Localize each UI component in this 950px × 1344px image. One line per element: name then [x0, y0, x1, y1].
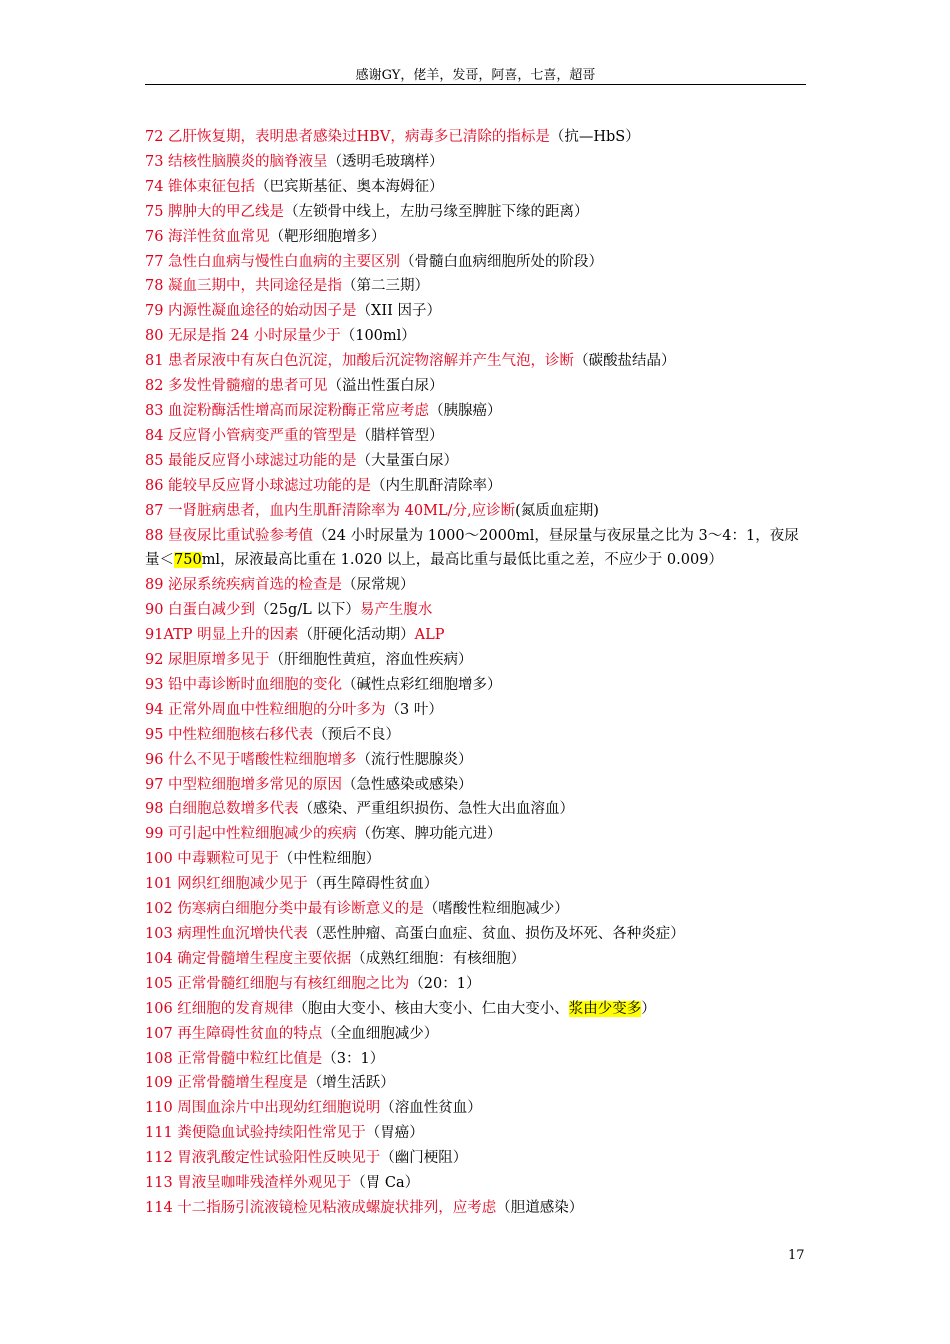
question-text: 86 能较早反应肾小球滤过功能的是: [145, 477, 372, 494]
header-rule: [145, 84, 806, 85]
question-text: 95 中性粒细胞核右移代表: [145, 726, 314, 743]
question-text: 108 正常骨髓中粒红比值是: [145, 1050, 323, 1067]
question-text: 99 可引起中性粒细胞减少的疾病: [145, 826, 357, 843]
question-text: 77 急性白血病与慢性白血病的主要区别: [145, 253, 401, 270]
list-item: [145, 399, 810, 424]
list-item: [145, 474, 810, 499]
question-text: 82 多发性骨髓瘤的患者可见: [145, 378, 328, 395]
list-item: [145, 748, 810, 773]
list-item: [145, 1121, 810, 1146]
list-item: [145, 150, 810, 175]
question-text: 83 血淀粉酶活性增高而尿淀粉酶正常应考虑: [145, 402, 430, 419]
list-item: [145, 499, 810, 524]
question-text: 97 中型粒细胞增多常见的原因: [145, 776, 343, 793]
question-text: 98 白细胞总数增多代表: [145, 801, 299, 818]
list-item: [145, 250, 810, 275]
list-item: [145, 324, 810, 349]
list-item-106: [145, 997, 810, 1022]
list-item: [145, 200, 810, 225]
list-item: [145, 349, 810, 374]
list-item: [145, 723, 810, 748]
answer-text: （24 小时尿量为 1000～2000ml，昼尿量与夜尿量之比为 3～4：1，夜尿量＜: [145, 527, 799, 569]
question-text: 72 乙肝恢复期，表明患者感染过HBV，病毒多已清除的指标是: [145, 129, 550, 145]
answer-text: （恶性肿瘤、高蛋白血症、贫血、损伤及坏死、各种炎症）: [307, 926, 685, 942]
list-item: [145, 972, 810, 997]
answer-text: （肝硬化活动期）: [298, 627, 415, 644]
answer-text: （100ml）: [340, 328, 416, 345]
answer-text: （3 叶）: [385, 701, 443, 718]
answer-text: （胆道感染）: [496, 1199, 584, 1216]
list-item: [145, 797, 810, 822]
answer-text: （尿常规）: [342, 577, 415, 594]
list-item: [145, 847, 810, 872]
question-text: 105 正常骨髓红细胞与有核红细胞之比为: [145, 975, 410, 992]
answer-text: （再生障碍性贫血）: [307, 876, 439, 893]
question-text: 103 病理性血沉增快代表: [145, 926, 308, 942]
list-item: [145, 1196, 810, 1221]
question-text: 91ATP 明显上升的因素: [145, 627, 299, 644]
question-text: 111 粪便隐血试验持续阳性常见于: [145, 1125, 366, 1142]
list-item: [145, 1047, 810, 1072]
answer-text: （流行性腮腺炎）: [356, 751, 473, 768]
answer-text: （伤寒、脾功能亢进）: [356, 826, 502, 843]
question-text: ALP: [414, 627, 445, 644]
question-text: 88 昼夜尿比重试验参考值: [145, 527, 314, 544]
list-item: [145, 922, 810, 947]
list-item: [145, 299, 810, 324]
answer-text: （溶血性贫血）: [380, 1100, 482, 1117]
answer-text: （3：1）: [322, 1050, 385, 1067]
list-item: [145, 1022, 810, 1047]
question-text: 102 伤寒病白细胞分类中最有诊断意义的是: [145, 901, 424, 918]
list-item: [145, 1171, 810, 1196]
list-item: [145, 598, 810, 623]
answer-text: （碳酸盐结晶）: [574, 353, 676, 370]
list-item: [145, 573, 810, 598]
question-text: 74 锥体束征包括: [145, 178, 256, 195]
question-text: 73 结核性脑膜炎的脑脊液呈: [145, 153, 328, 170]
answer-text: （巴宾斯基征、奥本海姆征）: [255, 178, 444, 195]
answer-text: （幽门梗阻）: [380, 1150, 468, 1167]
list-item: [145, 225, 810, 250]
answer-text: （左锁骨中线上，左肋弓缘至脾脏下缘的距离）: [284, 203, 589, 220]
question-text: 75 脾肿大的甲乙线是: [145, 203, 285, 220]
list-item: [145, 947, 810, 972]
answer-text: （预后不良）: [313, 726, 401, 743]
answer-text: （抗—HbS）: [549, 129, 640, 145]
question-text: 109 正常骨髓增生程度是: [145, 1075, 308, 1092]
answer-text: （急性感染或感染）: [342, 776, 473, 793]
list-item: [145, 673, 810, 698]
answer-text: （透明毛玻璃样）: [327, 153, 444, 170]
question-text: 113 胃液呈咖啡残渣样外观见于: [145, 1175, 352, 1192]
answer-text: （增生活跃）: [307, 1075, 395, 1092]
answer-text: （20：1）: [409, 975, 481, 992]
question-text: 101 网织红细胞减少见于: [145, 876, 308, 893]
question-text: 100 中毒颗粒可见于: [145, 851, 279, 868]
answer-text: （25g/L 以下）: [255, 602, 360, 619]
answer-text: （溢出性蛋白尿）: [327, 378, 444, 395]
answer-text: （感染、严重组织损伤、急性大出血溶血）: [298, 801, 575, 818]
list-item: [145, 1071, 810, 1096]
qa-list: [145, 125, 810, 1221]
list-item: [145, 374, 810, 399]
question-text: 112 胃液乳酸定性试验阳性反映见于: [145, 1150, 381, 1167]
question-text: 90 白蛋白减少到: [145, 602, 256, 619]
page-number: 17: [788, 1248, 805, 1263]
answer-text: （胞由大变小、核由大变小、仁由大变小、: [293, 1000, 569, 1017]
list-item: [145, 424, 810, 449]
question-text: 85 最能反应肾小球滤过功能的是: [145, 452, 357, 469]
list-item: [145, 897, 810, 922]
question-text: 110 周围血涂片中出现幼红细胞说明: [145, 1100, 381, 1117]
list-item: [145, 648, 810, 673]
answer-text: （XII 因子）: [356, 303, 441, 320]
question-text: 76 海洋性贫血常见: [145, 228, 270, 245]
answer-text: （碱性点彩红细胞增多）: [342, 676, 502, 693]
list-item: [145, 623, 810, 648]
question-text: 89 泌尿系统疾病首选的检查是: [145, 577, 343, 594]
question-text: 易产生腹水: [359, 602, 433, 619]
list-item: [145, 773, 810, 798]
answer-text: （腊样管型）: [356, 427, 444, 444]
answer-text: （胃 Ca）: [351, 1175, 420, 1192]
list-item: [145, 822, 810, 847]
list-item: [145, 274, 810, 299]
answer-text: (氮质血症期): [515, 502, 599, 519]
question-text: 79 内源性凝血途径的始动因子是: [145, 303, 357, 320]
answer-text: （全血细胞减少）: [322, 1025, 439, 1042]
question-text: 84 反应肾小管病变严重的管型是: [145, 427, 357, 444]
question-text: 107 再生障碍性贫血的特点: [145, 1025, 323, 1042]
question-text: 104 确定骨髓增生程度主要依据: [145, 950, 352, 967]
list-item: [145, 1146, 810, 1171]
question-text: 81 患者尿液中有灰白色沉淀，加酸后沉淀物溶解并产生气泡，诊断: [145, 353, 575, 370]
list-item: [145, 1096, 810, 1121]
answer-text: （胰腺癌）: [429, 402, 502, 419]
list-item: [145, 175, 810, 200]
question-text: 93 铅中毒诊断时血细胞的变化: [145, 676, 343, 693]
question-text: 87 一肾脏病患者，血内生肌酐清除率为 40ML/分,应诊断: [145, 502, 516, 519]
list-item: [145, 872, 810, 897]
list-item: [145, 698, 810, 723]
page-header: 感谢GY，佬羊，发哥，阿喜，七喜，超哥: [355, 68, 596, 83]
highlighted-text: 浆由少变多: [568, 1000, 642, 1017]
list-item: [145, 125, 810, 150]
answer-text: （嗜酸性粒细胞减少）: [423, 901, 569, 918]
list-item: [145, 449, 810, 474]
answer-text: （中性粒细胞）: [278, 851, 381, 868]
answer-text: （内生肌酐清除率）: [371, 477, 502, 494]
highlighted-text: 750: [174, 552, 202, 569]
answer-text: （第二三期）: [342, 278, 430, 295]
answer-text: （靶形细胞增多）: [269, 228, 386, 245]
question-text: 114 十二指肠引流液镜检见粘液成螺旋状排列，应考虑: [145, 1199, 497, 1216]
answer-text: （肝细胞性黄疸，溶血性疾病）: [269, 652, 473, 669]
question-text: 78 凝血三期中，共同途径是指: [145, 278, 343, 295]
answer-text: （胃癌）: [365, 1125, 424, 1142]
question-text: 96 什么不见于嗜酸性粒细胞增多: [145, 751, 357, 768]
list-item-88: [145, 524, 810, 574]
answer-text: ml，尿液最高比重在 1.020 以上，最高比重与最低比重之差，不应少于 0.009）: [201, 552, 723, 569]
answer-text: ）: [641, 1000, 656, 1017]
answer-text: （大量蛋白尿）: [356, 452, 459, 469]
answer-text: （成熟红细胞：有核细胞）: [351, 950, 526, 967]
question-text: 80 无尿是指 24 小时尿量少于: [145, 328, 341, 345]
question-text: 94 正常外周血中性粒细胞的分叶多为: [145, 701, 386, 718]
answer-text: （骨髓白血病细胞所处的阶段）: [400, 253, 604, 270]
question-text: 106 红细胞的发育规律: [145, 1000, 294, 1017]
question-text: 92 尿胆原增多见于: [145, 652, 270, 669]
